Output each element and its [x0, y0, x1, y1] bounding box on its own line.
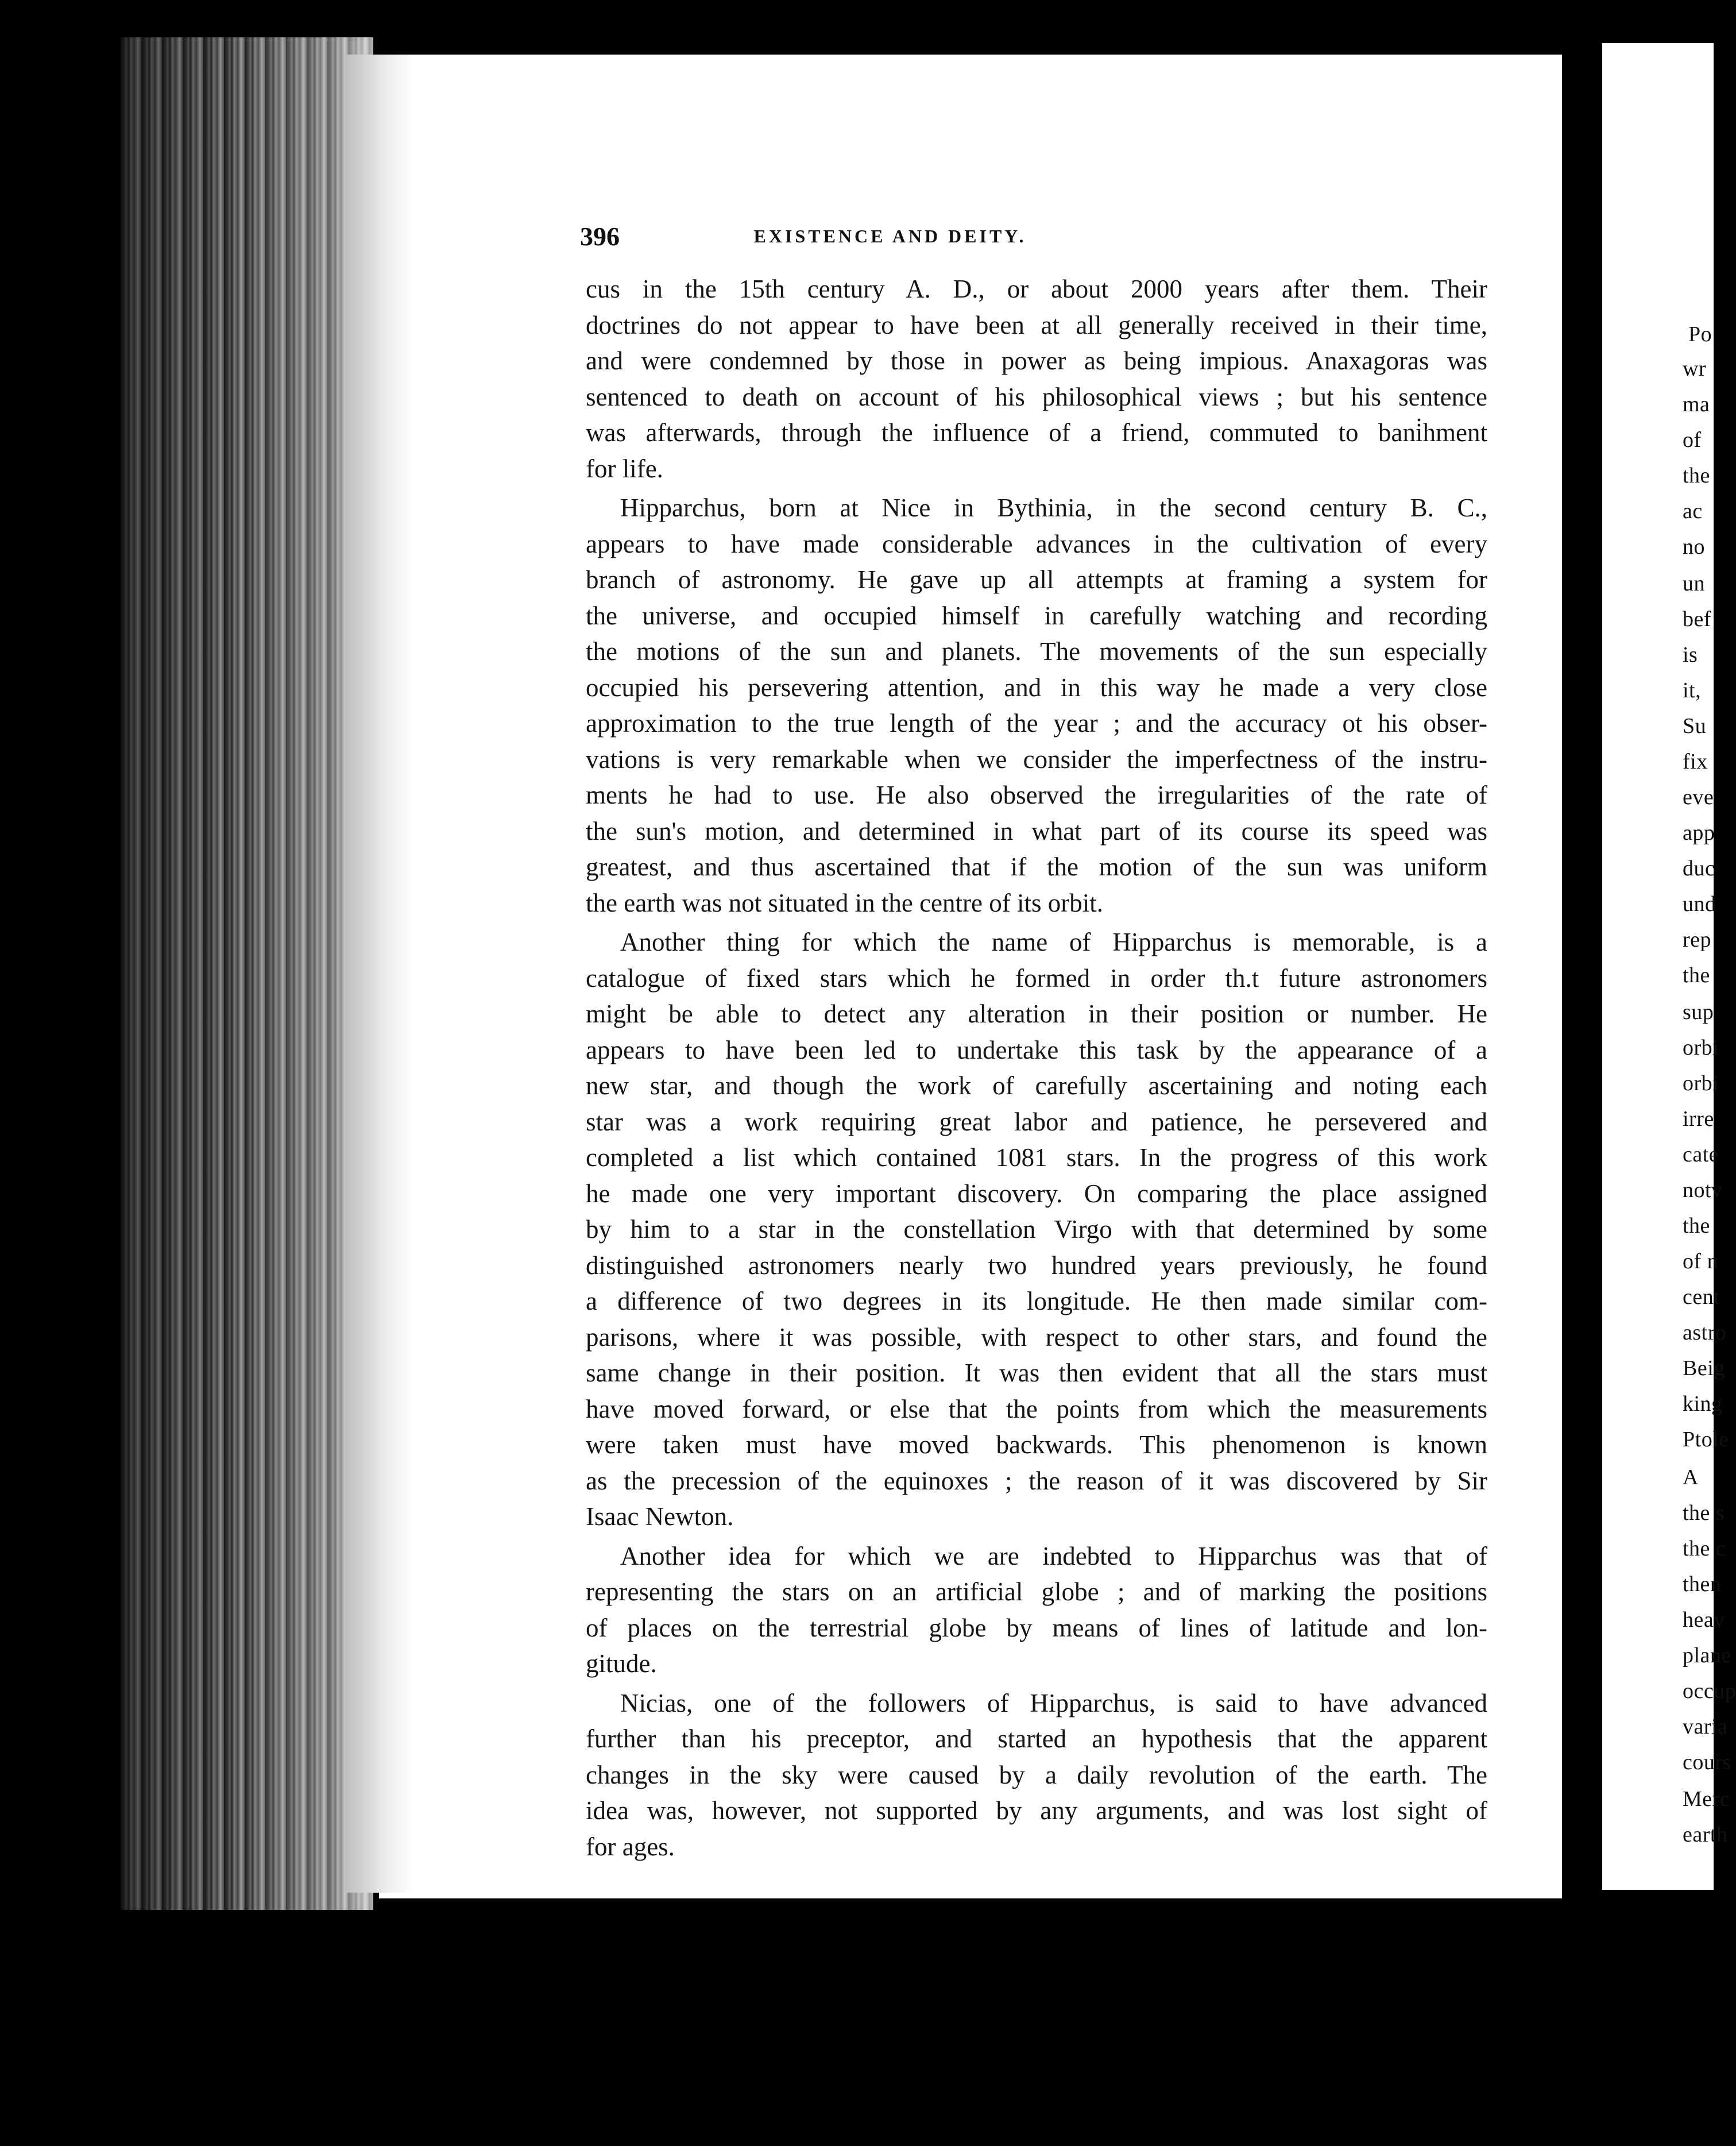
page-header [580, 221, 1180, 256]
right-page-fragment: then [1683, 1572, 1722, 1596]
page-number: 396 [580, 222, 620, 251]
text-line: changes in the sky were caused by a daily revolution of the earth. The [586, 1760, 1487, 1789]
text-line: completed a list which contained 1081 stars. In the progress of this work [586, 1143, 1487, 1172]
text-line: he made one very important discovery. On comparing the place assigned [586, 1179, 1487, 1208]
text-line: parisons, where it was possible, with respect to other stars, and found the [586, 1322, 1487, 1352]
text-line: ments he had to use. He also observed the irregularities of the rate of [586, 781, 1487, 809]
right-page-fragment: cate [1683, 1143, 1719, 1167]
right-page-fragment: wr [1683, 357, 1707, 381]
right-page-fragment: the c [1683, 1537, 1726, 1561]
right-page-fragment: eve [1683, 785, 1714, 809]
right-page-fragment: orbi [1683, 1071, 1719, 1095]
right-page-fragment: of n [1683, 1249, 1719, 1273]
text-line: occupied his persevering attention, and in this way he made a very close [586, 673, 1487, 702]
text-line: distinguished astronomers nearly two hundred years previously, he found [586, 1250, 1487, 1280]
right-page-fragment: duc [1683, 856, 1715, 881]
text-line: representing the stars on an artificial globe ; and of marking the positions [586, 1577, 1487, 1606]
text-line: cus in the 15th century A. D., or about 2000 years after them. Their [586, 275, 1487, 303]
right-page-sliver [1602, 43, 1736, 1890]
right-page-fragment: earth [1683, 1823, 1728, 1847]
right-page-fragment: heav [1683, 1608, 1725, 1632]
right-page-fragment: sup [1683, 1000, 1714, 1024]
text-line: a difference of two degrees in its longitude. He then made similar com- [586, 1287, 1487, 1315]
text-line: the sun's motion, and determined in what part of its course its speed was [586, 816, 1487, 846]
right-page-fragment: plane [1683, 1643, 1731, 1668]
text-line: appears to have been led to undertake this task by the appearance of a [586, 1035, 1487, 1064]
text-line: for ages. [586, 1832, 675, 1861]
text-line: might be able to detect any alteration in their position or number. He [586, 999, 1487, 1028]
right-page-fragment: fix [1683, 750, 1708, 774]
gutter-shadow [345, 55, 413, 1893]
paragraph [586, 1538, 1487, 1682]
right-page-fragment: no [1683, 535, 1705, 559]
right-page-fragment: of [1683, 428, 1702, 452]
right-page-fragment: cours [1683, 1750, 1731, 1774]
right-page-fragment: varia [1683, 1715, 1728, 1739]
text-line: Another thing for which the name of Hipparchus is memorable, is a [620, 928, 1487, 956]
right-page-fragment: orbi [1683, 1036, 1719, 1060]
paragraph [586, 271, 1487, 487]
right-page-fragment: cent [1683, 1285, 1720, 1309]
text-line: of places on the terrestrial globe by means of lines of latitude and lon- [586, 1613, 1487, 1642]
right-page-fragment: Beig [1683, 1356, 1725, 1380]
text-line: was afterwards, through the influence of a friend, commuted to bani̇hment [586, 418, 1487, 447]
text-line: the motions of the sun and planets. The movements of the sun especially [586, 637, 1487, 666]
right-page-fragment: irre [1683, 1107, 1714, 1131]
text-line: Another idea for which we are indebted to Hipparchus was that of [620, 1541, 1487, 1570]
right-page-fragment: is [1683, 643, 1698, 667]
right-page-fragment: the [1683, 1214, 1710, 1238]
running-title: EXISTENCE AND DEITY. [753, 226, 1027, 246]
right-page-fragment: app [1683, 821, 1715, 845]
text-line: Hipparchus, born at Nice in Bythinia, in the second century B. C., [620, 493, 1487, 522]
text-line: the universe, and occupied himself in carefully watching and recording [586, 601, 1487, 630]
right-page-fragment: rep [1683, 928, 1712, 952]
text-line: gitude. [586, 1649, 657, 1678]
text-line: by him to a star in the constellation Virgo with that determined by some [586, 1215, 1487, 1244]
right-page-fragment: it, [1683, 678, 1702, 703]
text-line: greatest, and thus ascertained that if the motion of the sun was uniform [586, 852, 1487, 881]
right-page-fragment: the [1683, 464, 1710, 488]
right-page-fragment: Ptole [1683, 1427, 1729, 1452]
right-page-fragment: the s [1683, 1501, 1725, 1525]
text-line: appears to have made considerable advances in the cultivation of every [586, 529, 1487, 558]
text-line: were taken must have moved backwards. This phenomenon is known [586, 1430, 1487, 1459]
right-page-fragment: ac [1683, 499, 1703, 523]
book-page-edges [121, 37, 373, 1910]
text-line: approximation to the true length of the year ; and the accuracy ot his obser- [586, 709, 1487, 738]
right-page-fragment: occup [1683, 1679, 1736, 1703]
paragraph [586, 1685, 1487, 1865]
paragraph [586, 490, 1487, 921]
text-line: have moved forward, or else that the points from which the measurements [586, 1394, 1487, 1423]
text-line: branch of astronomy. He gave up all attempts at framing a system for [586, 565, 1487, 594]
text-line: the earth was not situated in the centre of its orbit. [586, 888, 1103, 917]
text-line: Nicias, one of the followers of Hipparchus, is said to have advanced [620, 1688, 1487, 1717]
right-page-fragment: A [1683, 1465, 1699, 1489]
text-line: new star, and though the work of carefully ascertaining and noting each [586, 1071, 1487, 1100]
text-line: and were condemned by those in power as being impious. Anaxagoras was [586, 346, 1487, 375]
right-page-fragment: Merc [1683, 1787, 1730, 1811]
right-page-fragment: und [1683, 892, 1716, 916]
right-page-fragment: astro [1683, 1321, 1727, 1345]
right-page-fragment: un [1683, 572, 1705, 596]
text-line: idea was, however, not supported by any arguments, and was lost sight of [586, 1796, 1487, 1825]
text-line: vations is very remarkable when we consider the imperfectness of the instru- [586, 744, 1487, 774]
text-line: catalogue of fixed stars which he formed in order th.t future astronomers [586, 963, 1487, 993]
paragraph [586, 924, 1487, 1535]
right-page-fragment: bef [1683, 607, 1712, 631]
text-line: same change in their position. It was then evident that all the stars must [586, 1358, 1487, 1387]
text-line: for life. [586, 454, 663, 483]
text-line: Isaac Newton. [586, 1502, 734, 1531]
text-line: doctrines do not appear to have been at all generally received in their time, [586, 310, 1487, 339]
right-page-fragment: Su [1683, 714, 1707, 738]
right-page-fragment: king [1683, 1392, 1723, 1416]
right-page-fragment: notv [1683, 1178, 1723, 1202]
body-text [586, 271, 1487, 1865]
right-page-fragment: the [1683, 963, 1710, 987]
text-line: as the precession of the equinoxes ; the reason of it was discovered by Sir [586, 1466, 1487, 1495]
right-page-fragment: Po [1688, 322, 1712, 346]
right-page-fragment: ma [1683, 392, 1710, 416]
text-line: sentenced to death on account of his philosophical views ; but his sentence [586, 382, 1487, 411]
text-line: star was a work requiring great labor and patience, he persevered and [586, 1107, 1487, 1136]
text-line: further than his preceptor, and started an hypothesis that the apparent [586, 1724, 1487, 1753]
